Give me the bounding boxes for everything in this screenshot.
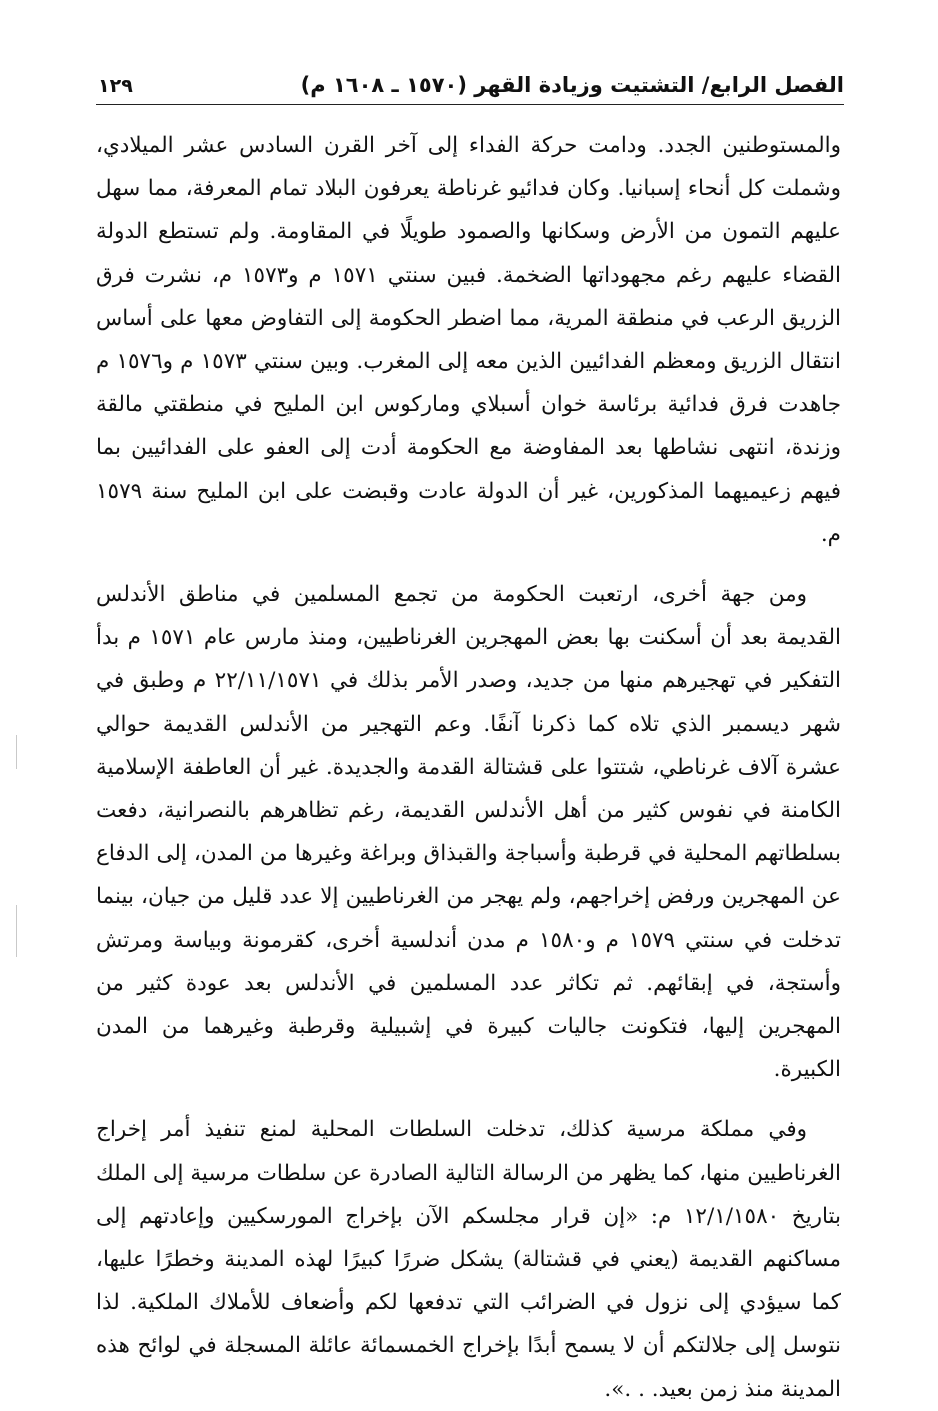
scan-margin-mark <box>16 735 17 769</box>
paragraph-1: والمستوطنين الجدد. ودامت حركة الفداء إلى آخر القرن السادس عشر الميلادي، وشملت كل أنحاء إسبانيا. وكان فدائيو غرناطة يعرفون البلاد تمام المعرفة، مما سهل عليهم التمون من الأرض وسكانها والصمود طويلًا في المقاومة. ولم تستطع الدولة القضاء عليهم رغم مجهوداتها الضخمة. فبين سنتي ١٥٧١ م و١٥٧٣ م، نشرت فرق الزريق الرعب في منطقة المرية، مما اضطر الحكومة إلى التفاوض معها على أساس انتقال الزريق ومعظم الفدائيين الذين معه إلى المغرب. وبين سنتي ١٥٧٣ م و١٥٧٦ م جاهدت فرق فدائية برئاسة خوان أسبلاي وماركوس ابن المليح في منطقتي مالقة وزندة، انتهى نشاطها بعد المفاوضة مع الحكومة أدت إلى العفو على الفدائيين بما فيهم زعيميهما المذكورين، غير أن الدولة عادت وقبضت على ابن المليح سنة ١٥٧٩ م. <box>96 133 842 547</box>
paragraph-2: ومن جهة أخرى، ارتعبت الحكومة من تجمع المسلمين في مناطق الأندلس القديمة بعد أن أسكنت بها بعض المهجرين الغرناطيين، ومنذ مارس عام ١٥٧١ م بدأ التفكير في تهجيرهم منها من جديد، وصدر الأمر بذلك في ٢٢/١١/١٥٧١ م وطبق في شهر ديسمبر الذي تلاه كما ذكرنا آنفًا. وعم التهجير من الأندلس القديمة حوالي عشرة آلاف غرناطي، شتتوا على قشتالة القدمة والجديدة. غير أن العاطفة الإسلامية الكامنة في نفوس كثير من أهل الأندلس القديمة، رغم تظاهرهم بالنصرانية، دفعت بسلطاتهم المحلية في قرطبة وأسباجة والقبذاق وبراغة وغيرها من المدن، إلى الدفاع عن المهجرين ورفض إخراجهم، ولم يهجر من الغرناطيين إلا عدد قليل من جيان، بينما تدخلت في سنتي ١٥٧٩ م و١٥٨٠ م مدن أندلسية أخرى، كقرمونة وبياسة ومرتش وأستجة، في إبقائهم. ثم تكاثر عدد المسلمين في الأندلس بعد عودة كثير من المهجرين إليها، فتكونت جاليات كبيرة في إشبيلية وقرطبة وغيرهما من المدن الكبيرة. <box>96 582 841 1083</box>
chapter-title: الفصل الرابع/ التشتيت وزيادة القهر (١٥٧٠ ـ ١٦٠٨ م) <box>300 73 844 97</box>
running-header <box>96 70 844 105</box>
page-number: ١٢٩ <box>98 75 133 97</box>
paragraph-3: وفي مملكة مرسية كذلك، تدخلت السلطات المحلية لمنع تنفيذ أمر إخراج الغرناطيين منها، كما يظهر من الرسالة التالية الصادرة عن سلطات مرسية إلى الملك بتاريخ ١٢/١/١٥٨٠ م: «إن قرار مجلسكم الآن بإخراج المورسكيين وإعادتهم إلى مساكنهم القديمة (يعني في قشتالة) يشكل ضررًا كبيرًا لهذه المدينة وخطرًا عليها، كما سيؤدي إلى نزول في الضرائب التي تدفعها لكم وأضعاف للأملاك الملكية. لذا نتوسل إلى جلالتكم أن لا يسمح أبدًا بإخراج الخمسمائة عائلة المسجلة في لوائح هذه المدينة منذ زمن بعيد. . .». <box>96 1117 841 1402</box>
scan-margin-mark <box>16 905 17 957</box>
body-text <box>96 124 841 1411</box>
